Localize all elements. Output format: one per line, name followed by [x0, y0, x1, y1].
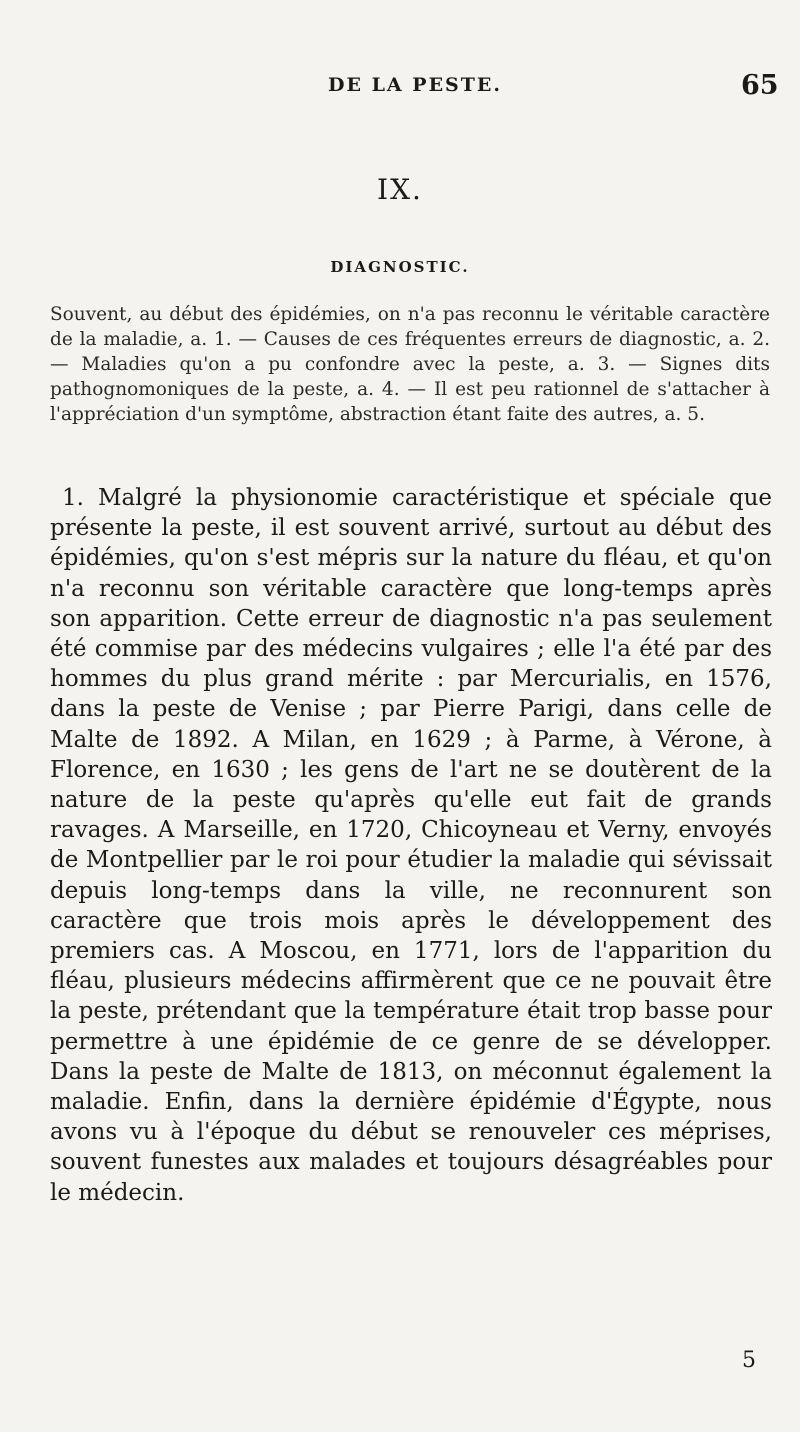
signature-mark: 5 [742, 1348, 756, 1373]
running-head-title: DE LA PESTE. [328, 74, 503, 96]
section-title: DIAGNOSTIC. [330, 258, 470, 276]
page-number: 65 [741, 70, 779, 101]
paragraph-1: 1. Malgré la physionomie caractéristique et spéciale que présente la peste, il est souvent arrivé, surtout au début des épidémies, qu'on s'est mépris sur la nature du fléau, et qu'on n'a reconnu son véritable caractère que long-temps après son apparition. Cette erreur de diagnostic n'a pas seulement été commise par des médecins vulgaires ; elle l'a été par des hommes du plus grand mérite : par Mercurialis, en 1576, dans la peste de Venise ; par Pierre Parigi, dans celle de Malte de 1892. A Milan, en 1629 ; à Parme, à Vérone, à Florence, en 1630 ; les gens de l'art ne se doutèrent de la nature de la peste qu'après qu'elle eut fait de grands ravages. A Marseille, en 1720, Chicoyneau et Verny, envoyés de Montpellier par le roi pour étudier la maladie qui sévissait depuis long-temps dans la ville, ne reconnurent son caractère que trois mois après le développement des premiers cas. A Moscou, en 1771, lors de l'apparition du fléau, plusieurs médecins affirmèrent que ce ne pouvait être la peste, prétendant que la température était trop basse pour permettre à une épidémie de ce genre de se développer. Dans la peste de Malte de 1813, on méconnut également la maladie. Enfin, dans la dernière épidémie d'Égypte, nous avons vu à l'époque du début se renouveler ces méprises, souvent funestes aux malades et toujours désagréables pour le médecin. [50, 485, 772, 1206]
chapter-number: IX. [377, 173, 423, 206]
chapter-summary: Souvent, au début des épidémies, on n'a pas reconnu le véritable caractère de la maladie, a. 1. — Causes de ces fréquentes erreurs de diagnostic, a. 2. — Maladies qu'on a pu confondre avec la peste, a. 3. — Signes dits pathognomoniques de la peste, a. 4. — Il est peu rationnel de s'attacher à l'appréciation d'un symptôme, abstraction étant faite des autres, a. 5. [50, 304, 770, 425]
running-head [0, 70, 800, 104]
body-text [50, 483, 772, 1208]
